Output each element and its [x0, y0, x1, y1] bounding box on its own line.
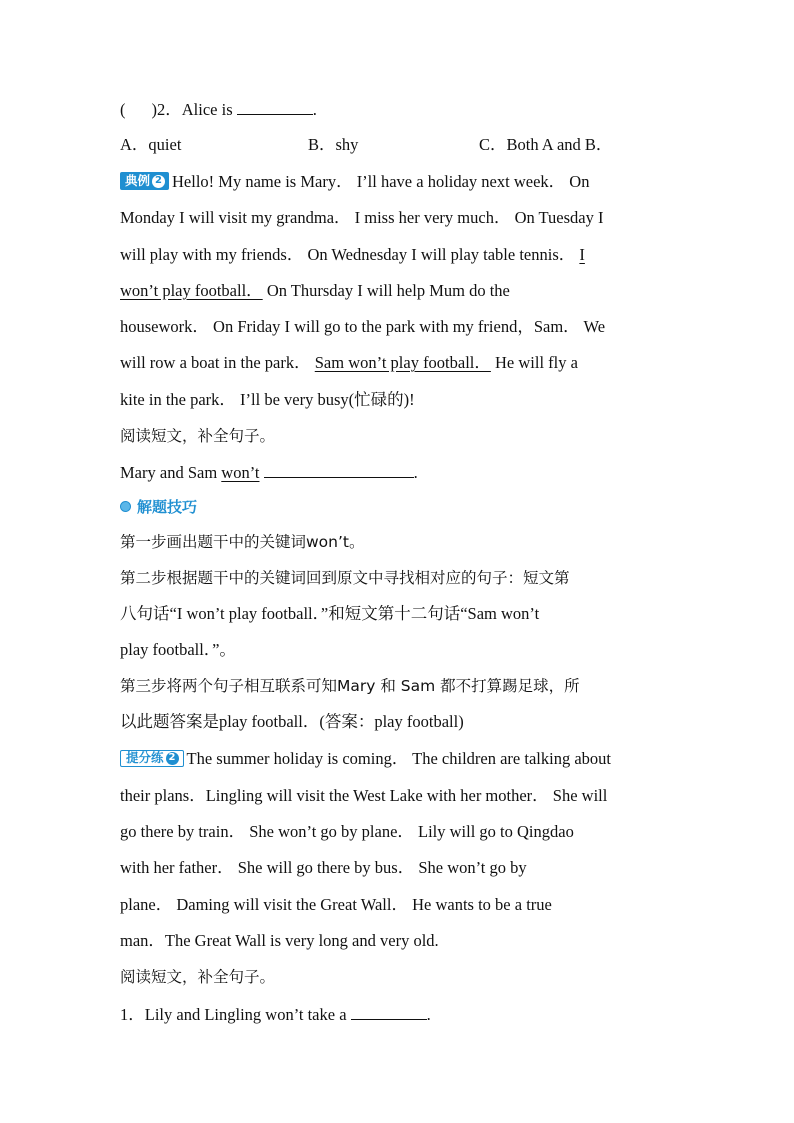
- example-question: Mary and Sam won’t .: [120, 463, 418, 482]
- practice-line-4: with her father． She will go there by bus． She won’t go by: [120, 858, 527, 877]
- example-line-7: kite in the park． I’ll be very busy(忙碌的)!: [120, 390, 415, 409]
- question-end: .: [312, 100, 317, 119]
- practice-question-1: 1．Lily and Lingling won’t take a .: [120, 1005, 431, 1024]
- practice-badge: 提分练 2: [120, 750, 184, 767]
- underlined-answer: I: [579, 245, 585, 264]
- option-c[interactable]: C．Both A and B．: [479, 135, 613, 154]
- example-line-5: housework． On Friday I will go to the park with my friend，Sam． We: [120, 317, 606, 336]
- practice-line-2: their plans．Lingling will visit the West Lake with her mother． She will: [120, 786, 608, 805]
- tips-step-2-line-1: 第二步根据题干中的关键词回到原文中寻找相对应的句子：短文第: [120, 569, 570, 587]
- answer-paren-open: (: [120, 100, 126, 119]
- bullet-icon: [120, 501, 131, 512]
- tips-step-3-line-1: 第三步将两个句子相互联系可知Mary 和 Sam 都不打算踢足球，所: [120, 677, 580, 695]
- practice-instruction: 阅读短文，补全句子。: [120, 968, 276, 986]
- option-a[interactable]: A．quiet: [120, 135, 182, 154]
- practice-line-5: plane． Daming will visit the Great Wall． He wants to be a true: [120, 895, 552, 914]
- answer-blank[interactable]: [351, 1003, 427, 1020]
- underlined-answer: won’t play football．: [120, 281, 263, 300]
- practice-line-3: go there by train． She won’t go by plane． Lily will go to Qingdao: [120, 822, 574, 841]
- question-2: [120, 98, 680, 121]
- example-line-4: won’t play football． On Thursday I will help Mum do the: [120, 281, 510, 300]
- tips-step-2-line-3: play football．”。: [120, 640, 236, 659]
- tips-step-3-line-2: 以此题答案是play football．(答案：play football): [120, 712, 464, 731]
- example-line-3: will play with my friends． On Wednesday I will play table tennis． I: [120, 245, 585, 264]
- question-2-stem: 2．Alice is: [157, 100, 233, 119]
- example-badge: 典例 2: [120, 172, 169, 190]
- tips-heading: 解题技巧: [120, 496, 680, 518]
- practice-line-1: 提分练 2 The summer holiday is coming． The children are talking about: [120, 748, 680, 770]
- example-line-6: will row a boat in the park． Sam won’t play football． He will fly a: [120, 353, 578, 372]
- example-badge-number: 2: [152, 175, 165, 188]
- option-b[interactable]: B．shy: [308, 135, 359, 154]
- example-text: Hello! My name is Mary． I’ll have a holiday next week． On: [172, 172, 590, 191]
- tips-step-1: 第一步画出题干中的关键词won’t。: [120, 533, 365, 551]
- answer-blank[interactable]: [237, 98, 313, 115]
- answer-paren-close: ): [151, 100, 157, 119]
- example-line-1: [120, 171, 680, 193]
- example-instruction: 阅读短文，补全句子。: [120, 427, 276, 445]
- tips-step-2-line-2: 八句话“I won’t play football．”和短文第十二句话“Sam won’t: [120, 604, 540, 623]
- example-line-2: Monday I will visit my grandma． I miss her very much． On Tuesday I: [120, 208, 604, 227]
- practice-badge-number: 2: [166, 752, 179, 765]
- answer-blank[interactable]: [264, 461, 414, 478]
- underlined-answer: Sam won’t play football．: [314, 353, 491, 372]
- practice-line-6: man．The Great Wall is very long and very old.: [120, 931, 439, 950]
